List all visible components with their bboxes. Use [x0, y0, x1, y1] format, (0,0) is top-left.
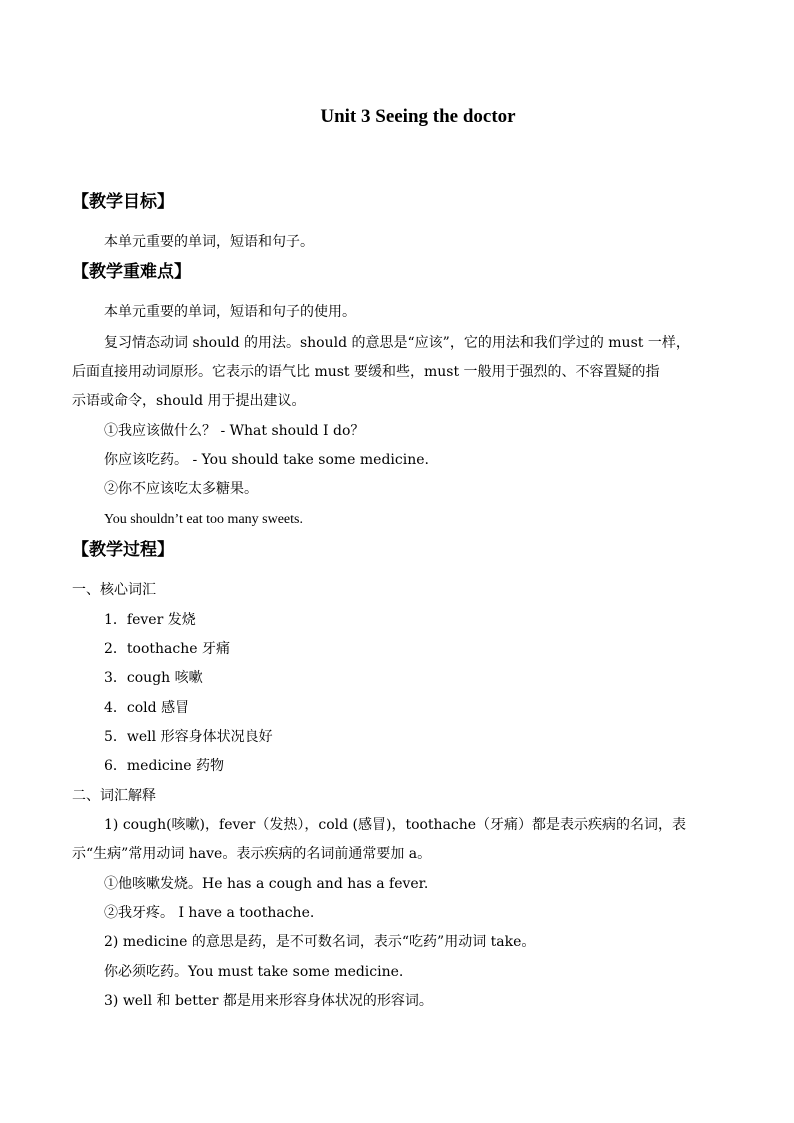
vocab-title: 一、核心词汇: [72, 582, 156, 598]
vocab-item: 4．cold 感冒: [104, 700, 190, 716]
explain-text-1a: 1) cough(咳嗽)，fever（发热），cold (感冒)，toothache（牙痛）都是表示疾病的名词，表: [104, 817, 687, 833]
keypoint-text-2b: 后面直接用动词原形。它表示的语气比 must 要缓和些，must 一般用于强烈的、不容置疑的指: [72, 364, 660, 380]
example-3: ②你不应该吃太多糖果。: [104, 481, 258, 497]
vocab-item: 5．well 形容身体状况良好: [104, 729, 273, 745]
keypoint-text-2c: 示语或命令，should 用于提出建议。: [72, 393, 306, 409]
keypoint-text-2a: 复习情态动词 should 的用法。should 的意思是“应该”，它的用法和我们学过的 must 一样，: [104, 335, 690, 351]
example-2: 你应该吃药。 - You should take some medicine.: [104, 452, 429, 468]
vocab-item: 6．medicine 药物: [104, 758, 224, 774]
explain-example-3: 你必须吃药。You must take some medicine.: [104, 964, 404, 980]
explain-example-2: ②我牙疼。 I have a toothache.: [104, 905, 315, 921]
vocab-item: 3．cough 咳嗽: [104, 670, 203, 686]
vocab-item: 2．toothache 牙痛: [104, 641, 230, 657]
vocab-item: 1．fever 发烧: [104, 612, 196, 628]
explain-title: 二、词汇解释: [72, 788, 156, 804]
section-heading-goal: 【教学目标】: [72, 192, 174, 212]
page-title: Unit 3 Seeing the doctor: [320, 106, 516, 127]
explain-example-1: ①他咳嗽发烧。He has a cough and has a fever.: [104, 876, 429, 892]
example-1: ①我应该做什么？ - What should I do？: [104, 423, 365, 439]
section-heading-process: 【教学过程】: [72, 540, 174, 560]
keypoint-text-1: 本单元重要的单词，短语和句子的使用。: [104, 304, 356, 320]
example-4: You shouldn’t eat too many sweets.: [104, 512, 303, 527]
section-heading-keypoints: 【教学重难点】: [72, 262, 191, 282]
explain-text-3: 3) well 和 better 都是用来形容身体状况的形容词。: [104, 993, 433, 1009]
goal-text: 本单元重要的单词，短语和句子。: [104, 234, 314, 250]
explain-text-2: 2) medicine 的意思是药，是不可数名词，表示“吃药”用动词 take。: [104, 934, 536, 950]
explain-text-1b: 示“生病”常用动词 have。表示疾病的名词前通常要加 a。: [72, 846, 432, 862]
